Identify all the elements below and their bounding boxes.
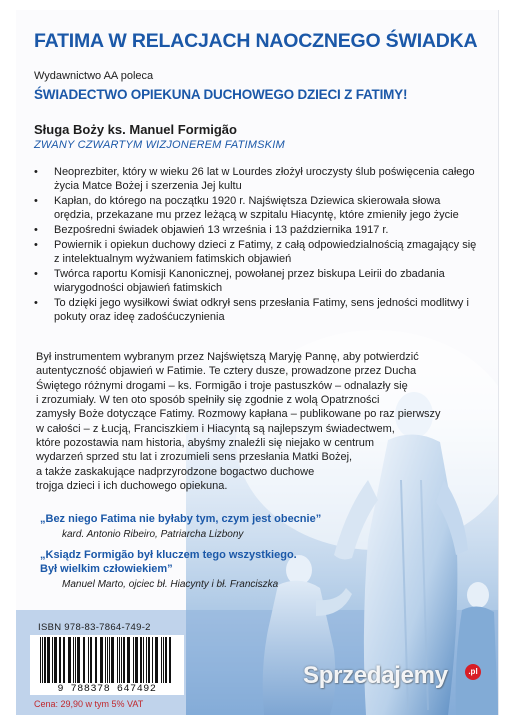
- barcode-bar: [109, 637, 110, 683]
- barcode-bar: [143, 637, 144, 683]
- paragraph-line: zamysły Boże dotyczące Fatimy. Rozmowy kapłana – publikowane po raz pierwszy: [36, 408, 441, 421]
- quote-line: „Ksiądz Formigão był kluczem tego wszystkiego.: [40, 549, 297, 561]
- paragraph-line: w całości – z Łucją, Franciszkiem i Hiacyntą są najlepszym świadectwem,: [36, 422, 395, 435]
- barcode-bar: [119, 637, 120, 683]
- barcode: [30, 635, 184, 685]
- book-subtitle: ŚWIADECTWO OPIEKUNA DUCHOWEGO DZIECI Z FATIMY!: [34, 87, 408, 102]
- barcode-bar: [123, 637, 125, 683]
- barcode-bar: [135, 637, 138, 683]
- barcode-bar: [40, 637, 41, 683]
- author-tagline: ZWANY CZWARTYM WIZJONEREM FATIMSKIM: [34, 139, 285, 151]
- description-paragraph: [36, 350, 441, 493]
- barcode-bar: [146, 637, 147, 683]
- barcode-bar: [59, 637, 61, 683]
- barcode-bar: [83, 637, 85, 683]
- barcode-bar: [63, 637, 65, 683]
- price-label: Cena: 29,90 w tym 5% VAT: [34, 699, 144, 709]
- paragraph-line: trojga dzieci i ich duchowego opiekuna.: [36, 480, 228, 493]
- barcode-bar: [68, 637, 71, 683]
- barcode-bar: [75, 637, 76, 683]
- barcode-bar: [165, 637, 167, 683]
- bullet-item: • Kapłan, do którego na początku 1920 r. Najświętsza Dziewica skierowała słowa orędzia, przekazane mu przez leżącą w szpitalu Hiacyntę, które zmieniły jego życie: [30, 194, 482, 223]
- barcode-bar: [44, 637, 46, 683]
- barcode-bar: [90, 637, 92, 683]
- bullet-item: • Powiernik i opiekun duchowy dzieci z Fatimy, z całą odpowiedzialnością zmagający się z intelektualnym wyżwaniem fatimskich objawień: [30, 238, 482, 267]
- publisher-line: Wydawnictwo AA poleca: [34, 70, 154, 82]
- barcode-bar: [52, 637, 53, 683]
- barcode-bar: [148, 637, 150, 683]
- paragraph-line: i zrozumiały. W ten oto sposób spełniły się zgodnie z wolą Opatrzności: [36, 394, 380, 407]
- barcode-bar: [127, 637, 130, 683]
- bullet-item: • To dzięki jego wysiłkowi świat odkrył sens przesłania Fatimy, sens jedności modlitwy i pokuty oraz ideę zadośćuczynienia: [30, 296, 482, 325]
- barcode-bar: [105, 637, 106, 683]
- isbn-label: ISBN 978-83-7864-749-2: [38, 622, 151, 633]
- barcode-bar: [133, 637, 134, 683]
- barcode-bar: [54, 637, 57, 683]
- quote-ribeiro: „Bez niego Fatima nie byłaby tym, czym jest obecnie”: [40, 513, 322, 525]
- paragraph-line: autentyczność objawień w Fatimie. Te cztery dusze, prowadzone przez Ducha: [36, 365, 417, 378]
- bullet-item: • Bezpośredni świadek objawień 13 września i 13 października 1917 r.: [30, 223, 482, 237]
- feature-bullet-list: [30, 165, 482, 325]
- book-back-cover: [16, 10, 499, 715]
- book-title: FATIMA W RELACJACH NAOCZNEGO ŚWIADKA: [34, 30, 478, 52]
- barcode-bar: [47, 637, 50, 683]
- watermark-badge-icon: .pl: [465, 664, 481, 680]
- barcode-bar: [117, 637, 118, 683]
- barcode-bar: [77, 637, 80, 683]
- barcode-bar: [155, 637, 158, 683]
- barcode-bar: [73, 637, 74, 683]
- barcode-bar: [169, 637, 171, 683]
- paragraph-line: wydarzeń sprzed stu lat i zrozumieli sens przesłania Matki Bożej,: [36, 451, 353, 464]
- quote-ribeiro-attribution: kard. Antonio Ribeiro, Patriarcha Lizbony: [62, 529, 244, 540]
- paragraph-line: Świętego różnymi drogami – ks. Formigão i troje pastuszków – odnalazły się: [36, 379, 408, 392]
- barcode-bar: [161, 637, 162, 683]
- barcode-bar: [163, 637, 164, 683]
- watermark-logo: Sprzedajemy: [303, 662, 448, 689]
- quote-line: Był wielkim człowiekiem”: [40, 563, 173, 575]
- barcode-bar: [88, 637, 89, 683]
- bullet-item: • Neoprezbiter, który w wieku 26 lat w Lourdes złożył uroczysty ślub poświęcenia całego życia Matce Bożej i szerzenia Jej kultu: [30, 165, 482, 194]
- barcode-bar: [100, 637, 103, 683]
- barcode-bar: [140, 637, 142, 683]
- bullet-item: • Twórca raportu Komisji Kanonicznej, powołanej przez biskupa Leirii do zbadania wiarygodności objawień fatimskich: [30, 267, 482, 296]
- barcode-bar: [152, 637, 153, 683]
- paragraph-line: które pozostawia nam historia, abyśmy znaleźli się niejako w centrum: [36, 437, 375, 450]
- paragraph-line: Był instrumentem wybranym przez Najświętszą Maryję Pannę, aby potwierdzić: [36, 351, 419, 363]
- barcode-bar: [107, 637, 108, 683]
- barcode-bar: [95, 637, 97, 683]
- barcode-bar: [121, 637, 122, 683]
- barcode-bars: [30, 635, 184, 685]
- barcode-bar: [111, 637, 114, 683]
- paragraph-line: a także zaskakujące nadprzyrodzone bogactwo duchowe: [36, 465, 315, 478]
- quote-marto: [40, 548, 297, 576]
- barcode-bar: [42, 637, 43, 683]
- book-author: Sługa Boży ks. Manuel Formigão: [34, 122, 237, 137]
- quote-marto-attribution: Manuel Marto, ojciec bł. Hiacynty i bł. Franciszka: [62, 579, 279, 590]
- barcode-number: 9 788378 647492: [30, 684, 184, 695]
